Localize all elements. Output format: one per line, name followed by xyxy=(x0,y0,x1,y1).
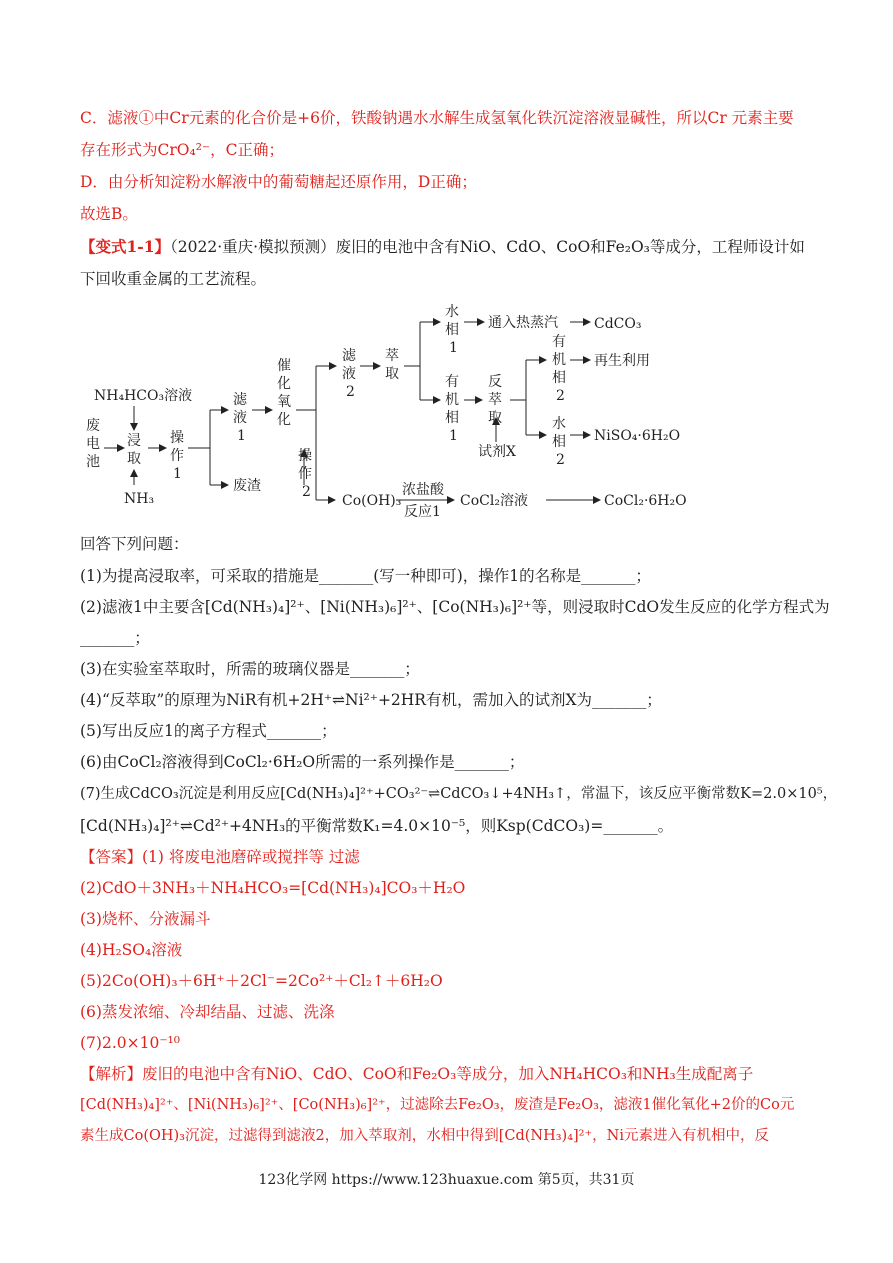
variant-text: （2022·重庆·模拟预测）废旧的电池中含有NiO、CdO、CoO和Fe₂O₃等成分，工程师设计如 xyxy=(170,238,805,256)
flow-cdco3: CdCO₃ xyxy=(594,316,642,332)
answer-3: (3)烧杯、分液漏斗 xyxy=(80,910,211,928)
question-1: (1)为提高浸取率，可采取的措施是_______(写一种即可)，操作1的名称是_______； xyxy=(80,567,651,585)
flow-hcl: 浓盐酸 xyxy=(402,482,444,498)
variant-line-1 xyxy=(80,236,805,258)
flow-nh4hco3: NH₄HCO₃溶液 xyxy=(94,388,193,404)
question-4: (4)“反萃取”的原理为NiR有机+2H⁺⇌Ni²⁺+2HR有机，需加入的试剂X为_______； xyxy=(80,691,662,709)
answer-1: 【答案】(1) 将废电池磨碎或搅拌等 过滤 xyxy=(80,848,360,866)
flow-niso4: NiSO₄·6H₂O xyxy=(594,428,681,444)
flow-residue: 废渣 xyxy=(233,478,261,494)
explanation-2: [Cd(NH₃)₄]²⁺、[Ni(NH₃)₆]²⁺、[Co(NH₃)₆]²⁺，过滤除去Fe₂O₃，废渣是Fe₂O₃，滤液1催化氧化+2价的Co元 xyxy=(80,1097,795,1113)
process-flow-diagram xyxy=(80,300,700,525)
question-2a: (2)滤液1中主要含[Cd(NH₃)₄]²⁺、[Ni(NH₃)₆]²⁺、[Co(NH₃)₆]²⁺等，则浸取时CdO发生反应的化学方程式为 xyxy=(80,598,830,616)
flow-cocl2hyd: CoCl₂·6H₂O xyxy=(604,493,687,509)
question-7b: [Cd(NH₃)₄]²⁺⇌Cd²⁺+4NH₃的平衡常数K₁=4.0×10⁻⁵，则Ksp(CdCO₃)=_______。 xyxy=(80,817,674,835)
flow-water1: 水相 1 xyxy=(445,304,459,356)
flow-reagentx: 试剂X xyxy=(478,444,516,460)
explanation-3: 素生成Co(OH)₃沉淀，过滤得到滤液2，加入萃取剂，水相中得到[Cd(NH₃)₄]²⁺，Ni元素进入有机相中，反 xyxy=(80,1128,769,1144)
page-footer: 123化学网 https://www.123huaxue.com 第5页，共31页 xyxy=(258,1172,635,1188)
flow-waste: 废电池 xyxy=(86,418,100,470)
answer-7: (7)2.0×10⁻¹⁰ xyxy=(80,1034,180,1052)
flow-cocl2sol: CoCl₂溶液 xyxy=(460,493,528,509)
explanation-1: 【解析】废旧的电池中含有NiO、CdO、CoO和Fe₂O₃等成分，加入NH₄HCO₃和NH₃生成配离子 xyxy=(80,1065,754,1083)
flow-filtrate1: 滤液 1 xyxy=(233,392,247,444)
flow-water2: 水相 2 xyxy=(552,416,566,468)
flow-org2: 有机相 2 xyxy=(552,334,566,404)
flow-back: 反萃取 xyxy=(488,374,502,426)
flow-nh3: NH₃ xyxy=(124,491,155,507)
flow-react1: 反应1 xyxy=(404,504,441,520)
line-c2: 存在形式为CrO₄²⁻，C正确； xyxy=(80,141,284,159)
line-select: 故选B。 xyxy=(80,205,138,223)
answer-4: (4)H₂SO₄溶液 xyxy=(80,941,183,959)
question-7a: (7)生成CdCO₃沉淀是利用反应[Cd(NH₃)₄]²⁺+CO₃²⁻⇌CdCO₃↓+4NH₃↑，常温下，该反应平衡常数K=2.0×10⁵， xyxy=(80,786,838,802)
flow-catox: 催化氧化 xyxy=(277,358,291,428)
line-c1: C．滤液①中Cr元素的化合价是+6价，铁酸钠遇水水解生成氢氧化铁沉淀溶液显碱性，所以Cr 元素主要 xyxy=(80,109,794,127)
flow-org1: 有机相 1 xyxy=(445,374,459,444)
question-3: (3)在实验室萃取时，所需的玻璃仪器是_______； xyxy=(80,660,420,678)
question-intro: 回答下列问题： xyxy=(80,535,189,553)
flow-extract: 萃取 xyxy=(385,348,399,382)
line-d: D．由分析知淀粉水解液中的葡萄糖起还原作用，D正确； xyxy=(80,173,477,191)
flow-filtrate2: 滤液 2 xyxy=(342,348,356,400)
answer-5: (5)2Co(OH)₃＋6H⁺＋2Cl⁻=2Co²⁺＋Cl₂↑＋6H₂O xyxy=(80,972,443,990)
answer-2: (2)CdO＋3NH₃＋NH₄HCO₃=[Cd(NH₃)₄]CO₃＋H₂O xyxy=(80,879,466,897)
variant-tag: 【变式1-1】 xyxy=(80,237,171,256)
flow-reuse: 再生利用 xyxy=(594,353,650,369)
variant-line-2: 下回收重金属的工艺流程。 xyxy=(80,270,267,288)
question-6: (6)由CoCl₂溶液得到CoCl₂·6H₂O所需的一系列操作是_______； xyxy=(80,753,525,771)
question-5: (5)写出反应1的离子方程式_______； xyxy=(80,722,337,740)
flow-op1: 操作 1 xyxy=(170,430,184,482)
flow-leach: 浸取 xyxy=(127,433,141,467)
flow-steam: 通入热蒸汽 xyxy=(488,315,558,331)
answer-6: (6)蒸发浓缩、冷却结晶、过滤、洗涤 xyxy=(80,1003,335,1021)
flow-cooh3: Co(OH)₃ xyxy=(342,493,402,509)
question-2b: _______； xyxy=(80,629,150,647)
flow-op2: 操作 2 xyxy=(298,448,312,500)
